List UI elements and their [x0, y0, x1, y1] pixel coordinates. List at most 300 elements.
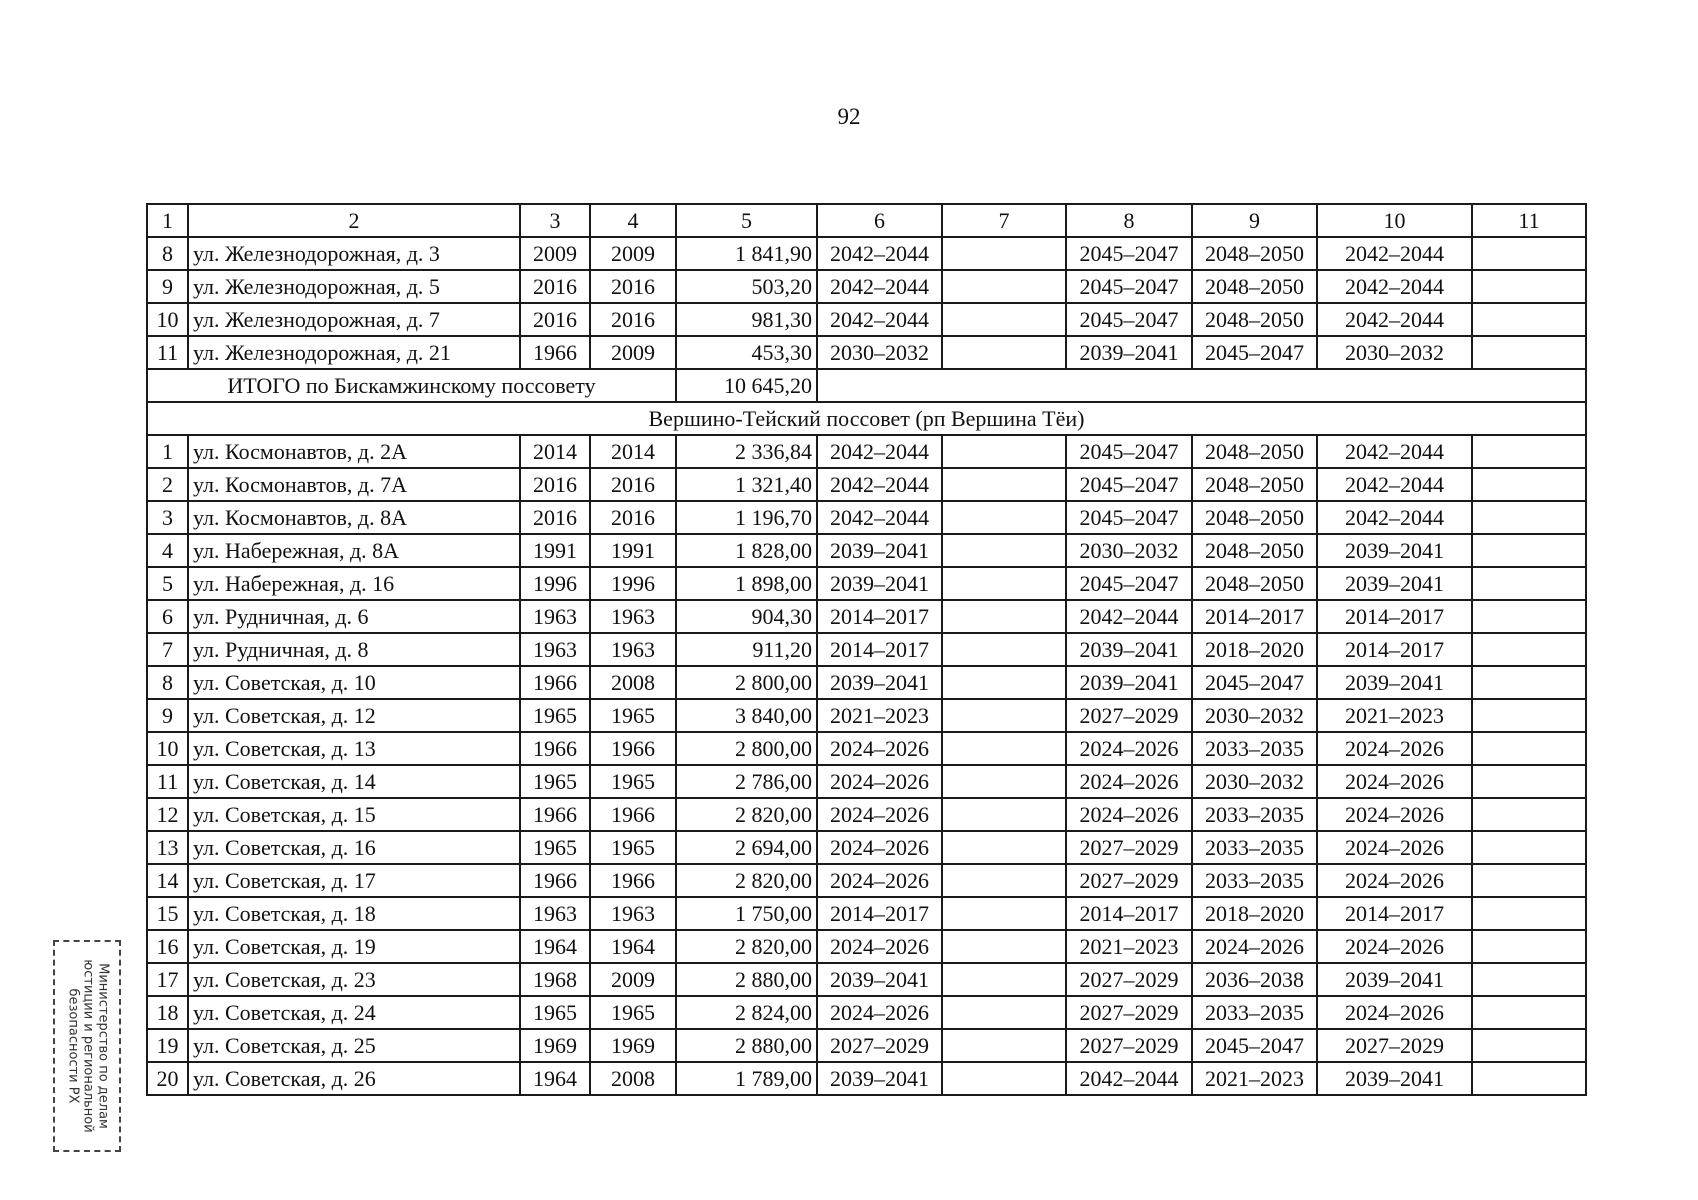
- year-cell: 2016: [590, 501, 676, 534]
- area-cell: 1 196,70: [676, 501, 817, 534]
- empty-cell: [1472, 930, 1586, 963]
- column-number-row: [147, 204, 1586, 237]
- table-row: [147, 831, 1586, 864]
- row-number-cell: 14: [147, 864, 188, 897]
- year-built-cell: 1966: [520, 336, 590, 369]
- empty-cell: [1472, 600, 1586, 633]
- empty-cell: [1472, 1029, 1586, 1062]
- area-cell: 2 336,84: [676, 435, 817, 468]
- stamp-text: [65, 943, 110, 1149]
- year-built-cell: 1966: [520, 732, 590, 765]
- empty-cell: [1472, 963, 1586, 996]
- period-cell: 2024–2026: [1317, 732, 1472, 765]
- period-cell: 2042–2044: [1317, 435, 1472, 468]
- period-cell: 2039–2041: [817, 1062, 942, 1095]
- period-cell: 2024–2026: [817, 996, 942, 1029]
- year-built-cell: 1964: [520, 930, 590, 963]
- empty-cell: [1472, 897, 1586, 930]
- empty-cell: [1472, 501, 1586, 534]
- address-cell: ул. Набережная, д. 8А: [188, 534, 520, 567]
- empty-cell: [1472, 666, 1586, 699]
- period-cell: 2014–2017: [1066, 897, 1192, 930]
- table-row: [147, 963, 1586, 996]
- year-cell: 1963: [590, 600, 676, 633]
- area-cell: 2 800,00: [676, 732, 817, 765]
- address-cell: ул. Советская, д. 18: [188, 897, 520, 930]
- period-cell: 2039–2041: [1317, 666, 1472, 699]
- row-number-cell: 8: [147, 666, 188, 699]
- period-cell: 2033–2035: [1192, 732, 1317, 765]
- table-row: [147, 534, 1586, 567]
- empty-cell: [942, 666, 1066, 699]
- period-cell: 2024–2026: [1066, 765, 1192, 798]
- year-built-cell: 1963: [520, 633, 590, 666]
- period-cell: 2045–2047: [1192, 666, 1317, 699]
- period-cell: 2014–2017: [1317, 897, 1472, 930]
- year-built-cell: 1966: [520, 864, 590, 897]
- period-cell: 2014–2017: [1317, 633, 1472, 666]
- empty-cell: [1472, 765, 1586, 798]
- address-cell: ул. Набережная, д. 16: [188, 567, 520, 600]
- address-cell: ул. Железнодорожная, д. 5: [188, 270, 520, 303]
- area-cell: 2 820,00: [676, 798, 817, 831]
- empty-cell: [1472, 336, 1586, 369]
- period-cell: 2045–2047: [1066, 501, 1192, 534]
- year-built-cell: 1991: [520, 534, 590, 567]
- table-row: [147, 336, 1586, 369]
- row-number-cell: 15: [147, 897, 188, 930]
- period-cell: 2039–2041: [1066, 336, 1192, 369]
- empty-cell: [942, 1062, 1066, 1095]
- year-built-cell: 1963: [520, 600, 590, 633]
- period-cell: 2042–2044: [817, 270, 942, 303]
- period-cell: 2048–2050: [1192, 534, 1317, 567]
- empty-cell: [1472, 303, 1586, 336]
- year-cell: 1964: [590, 930, 676, 963]
- year-built-cell: 2016: [520, 303, 590, 336]
- period-cell: 2048–2050: [1192, 270, 1317, 303]
- row-number-cell: 7: [147, 633, 188, 666]
- total-empty-cell: [817, 369, 1586, 402]
- column-header: 11: [1472, 204, 1586, 237]
- area-cell: 1 750,00: [676, 897, 817, 930]
- row-number-cell: 9: [147, 699, 188, 732]
- period-cell: 2042–2044: [1066, 600, 1192, 633]
- period-cell: 2042–2044: [817, 435, 942, 468]
- period-cell: 2024–2026: [1317, 765, 1472, 798]
- period-cell: 2045–2047: [1066, 270, 1192, 303]
- empty-cell: [1472, 831, 1586, 864]
- table-row: [147, 468, 1586, 501]
- period-cell: 2045–2047: [1192, 1029, 1317, 1062]
- row-number-cell: 20: [147, 1062, 188, 1095]
- empty-cell: [942, 468, 1066, 501]
- row-number-cell: 8: [147, 237, 188, 270]
- year-built-cell: 2016: [520, 501, 590, 534]
- column-header: 7: [942, 204, 1066, 237]
- period-cell: 2024–2026: [1317, 996, 1472, 1029]
- period-cell: 2021–2023: [817, 699, 942, 732]
- period-cell: 2030–2032: [1066, 534, 1192, 567]
- table-row: [147, 270, 1586, 303]
- period-cell: 2033–2035: [1192, 864, 1317, 897]
- period-cell: 2021–2023: [1066, 930, 1192, 963]
- housing-repair-table: [146, 203, 1587, 1096]
- empty-cell: [942, 270, 1066, 303]
- address-cell: ул. Советская, д. 14: [188, 765, 520, 798]
- year-cell: 1966: [590, 798, 676, 831]
- row-number-cell: 1: [147, 435, 188, 468]
- address-cell: ул. Советская, д. 23: [188, 963, 520, 996]
- period-cell: 2042–2044: [1317, 303, 1472, 336]
- year-cell: 2008: [590, 666, 676, 699]
- period-cell: 2048–2050: [1192, 567, 1317, 600]
- table-row: [147, 633, 1586, 666]
- year-built-cell: 1964: [520, 1062, 590, 1095]
- period-cell: 2042–2044: [817, 501, 942, 534]
- period-cell: 2018–2020: [1192, 633, 1317, 666]
- period-cell: 2014–2017: [1317, 600, 1472, 633]
- year-cell: 2009: [590, 963, 676, 996]
- table-row: [147, 864, 1586, 897]
- period-cell: 2018–2020: [1192, 897, 1317, 930]
- row-number-cell: 19: [147, 1029, 188, 1062]
- period-cell: 2045–2047: [1066, 567, 1192, 600]
- stamp-line: безопасности РХ: [65, 988, 81, 1104]
- year-built-cell: 1969: [520, 1029, 590, 1062]
- address-cell: ул. Космонавтов, д. 7А: [188, 468, 520, 501]
- period-cell: 2024–2026: [817, 930, 942, 963]
- row-number-cell: 5: [147, 567, 188, 600]
- year-cell: 1965: [590, 765, 676, 798]
- row-number-cell: 12: [147, 798, 188, 831]
- empty-cell: [942, 600, 1066, 633]
- period-cell: 2042–2044: [1066, 1062, 1192, 1095]
- area-cell: 1 898,00: [676, 567, 817, 600]
- area-cell: 2 800,00: [676, 666, 817, 699]
- empty-cell: [942, 930, 1066, 963]
- section-row: [147, 402, 1586, 435]
- empty-cell: [942, 303, 1066, 336]
- table-row: [147, 996, 1586, 1029]
- year-cell: 1963: [590, 633, 676, 666]
- area-cell: 1 321,40: [676, 468, 817, 501]
- area-cell: 911,20: [676, 633, 817, 666]
- area-cell: 453,30: [676, 336, 817, 369]
- area-cell: 981,30: [676, 303, 817, 336]
- empty-cell: [1472, 237, 1586, 270]
- row-number-cell: 3: [147, 501, 188, 534]
- empty-cell: [942, 963, 1066, 996]
- year-built-cell: 1966: [520, 798, 590, 831]
- row-number-cell: 18: [147, 996, 188, 1029]
- table-row: [147, 600, 1586, 633]
- period-cell: 2024–2026: [1317, 864, 1472, 897]
- total-value: 10 645,20: [676, 369, 817, 402]
- year-cell: 1969: [590, 1029, 676, 1062]
- address-cell: ул. Советская, д. 15: [188, 798, 520, 831]
- empty-cell: [1472, 270, 1586, 303]
- period-cell: 2033–2035: [1192, 798, 1317, 831]
- column-header: 5: [676, 204, 817, 237]
- table-row: [147, 798, 1586, 831]
- column-header: 10: [1317, 204, 1472, 237]
- year-cell: 2014: [590, 435, 676, 468]
- year-built-cell: 1965: [520, 765, 590, 798]
- table-row: [147, 567, 1586, 600]
- area-cell: 3 840,00: [676, 699, 817, 732]
- area-cell: 2 694,00: [676, 831, 817, 864]
- empty-cell: [942, 567, 1066, 600]
- row-number-cell: 17: [147, 963, 188, 996]
- year-cell: 2016: [590, 303, 676, 336]
- column-header: 6: [817, 204, 942, 237]
- address-cell: ул. Рудничная, д. 8: [188, 633, 520, 666]
- empty-cell: [942, 864, 1066, 897]
- total-row: [147, 369, 1586, 402]
- table-body: [147, 204, 1586, 1095]
- ministry-stamp: [53, 940, 121, 1152]
- address-cell: ул. Железнодорожная, д. 7: [188, 303, 520, 336]
- year-cell: 2009: [590, 336, 676, 369]
- table-row: [147, 303, 1586, 336]
- empty-cell: [942, 765, 1066, 798]
- column-header: 3: [520, 204, 590, 237]
- table-row: [147, 765, 1586, 798]
- stamp-line: Министерство по делам: [95, 963, 111, 1129]
- period-cell: 2024–2026: [1317, 831, 1472, 864]
- table-row: [147, 501, 1586, 534]
- period-cell: 2042–2044: [1317, 270, 1472, 303]
- total-label: ИТОГО по Бискамжинскому поссовету: [147, 369, 676, 402]
- period-cell: 2039–2041: [1317, 963, 1472, 996]
- period-cell: 2042–2044: [1317, 237, 1472, 270]
- period-cell: 2027–2029: [1066, 963, 1192, 996]
- empty-cell: [942, 501, 1066, 534]
- table-row: [147, 666, 1586, 699]
- column-header: 2: [188, 204, 520, 237]
- period-cell: 2024–2026: [1192, 930, 1317, 963]
- area-cell: 2 880,00: [676, 963, 817, 996]
- period-cell: 2045–2047: [1066, 435, 1192, 468]
- row-number-cell: 10: [147, 303, 188, 336]
- period-cell: 2027–2029: [817, 1029, 942, 1062]
- year-cell: 2016: [590, 270, 676, 303]
- period-cell: 2039–2041: [817, 963, 942, 996]
- empty-cell: [942, 336, 1066, 369]
- table-row: [147, 237, 1586, 270]
- empty-cell: [942, 732, 1066, 765]
- period-cell: 2036–2038: [1192, 963, 1317, 996]
- empty-cell: [942, 633, 1066, 666]
- year-cell: 2009: [590, 237, 676, 270]
- period-cell: 2045–2047: [1192, 336, 1317, 369]
- table-row: [147, 699, 1586, 732]
- address-cell: ул. Железнодорожная, д. 21: [188, 336, 520, 369]
- year-cell: 1991: [590, 534, 676, 567]
- address-cell: ул. Советская, д. 24: [188, 996, 520, 1029]
- period-cell: 2045–2047: [1066, 468, 1192, 501]
- empty-cell: [942, 1029, 1066, 1062]
- year-built-cell: 1965: [520, 831, 590, 864]
- page-number: 92: [837, 104, 861, 129]
- year-built-cell: 1968: [520, 963, 590, 996]
- row-number-cell: 11: [147, 765, 188, 798]
- period-cell: 2024–2026: [1066, 732, 1192, 765]
- period-cell: 2048–2050: [1192, 501, 1317, 534]
- period-cell: 2027–2029: [1317, 1029, 1472, 1062]
- period-cell: 2030–2032: [817, 336, 942, 369]
- period-cell: 2021–2023: [1192, 1062, 1317, 1095]
- year-built-cell: 2009: [520, 237, 590, 270]
- empty-cell: [942, 435, 1066, 468]
- area-cell: 904,30: [676, 600, 817, 633]
- empty-cell: [1472, 699, 1586, 732]
- year-cell: 2016: [590, 468, 676, 501]
- table-row: [147, 1029, 1586, 1062]
- period-cell: 2039–2041: [1317, 534, 1472, 567]
- empty-cell: [1472, 567, 1586, 600]
- period-cell: 2024–2026: [817, 864, 942, 897]
- period-cell: 2030–2032: [1192, 765, 1317, 798]
- period-cell: 2024–2026: [1317, 930, 1472, 963]
- year-cell: 1966: [590, 732, 676, 765]
- area-cell: 1 828,00: [676, 534, 817, 567]
- year-built-cell: 1963: [520, 897, 590, 930]
- period-cell: 2033–2035: [1192, 831, 1317, 864]
- period-cell: 2039–2041: [1066, 633, 1192, 666]
- empty-cell: [942, 831, 1066, 864]
- row-number-cell: 10: [147, 732, 188, 765]
- period-cell: 2042–2044: [817, 303, 942, 336]
- period-cell: 2042–2044: [1317, 468, 1472, 501]
- period-cell: 2027–2029: [1066, 1029, 1192, 1062]
- area-cell: 1 789,00: [676, 1062, 817, 1095]
- area-cell: 1 841,90: [676, 237, 817, 270]
- area-cell: 2 820,00: [676, 930, 817, 963]
- period-cell: 2027–2029: [1066, 996, 1192, 1029]
- period-cell: 2039–2041: [1066, 666, 1192, 699]
- year-cell: 1963: [590, 897, 676, 930]
- year-cell: 1965: [590, 699, 676, 732]
- section-title: Вершино-Тейский поссовет (рп Вершина Тёи): [147, 402, 1586, 435]
- year-built-cell: 2016: [520, 270, 590, 303]
- row-number-cell: 13: [147, 831, 188, 864]
- period-cell: 2014–2017: [1192, 600, 1317, 633]
- address-cell: ул. Советская, д. 10: [188, 666, 520, 699]
- row-number-cell: 4: [147, 534, 188, 567]
- year-built-cell: 1966: [520, 666, 590, 699]
- period-cell: 2024–2026: [1066, 798, 1192, 831]
- year-built-cell: 1996: [520, 567, 590, 600]
- period-cell: 2039–2041: [817, 666, 942, 699]
- empty-cell: [1472, 1062, 1586, 1095]
- row-number-cell: 2: [147, 468, 188, 501]
- column-header: 8: [1066, 204, 1192, 237]
- row-number-cell: 11: [147, 336, 188, 369]
- period-cell: 2024–2026: [817, 732, 942, 765]
- year-cell: 1965: [590, 996, 676, 1029]
- year-built-cell: 1965: [520, 996, 590, 1029]
- period-cell: 2024–2026: [817, 765, 942, 798]
- period-cell: 2027–2029: [1066, 831, 1192, 864]
- period-cell: 2042–2044: [1317, 501, 1472, 534]
- year-cell: 1966: [590, 864, 676, 897]
- area-cell: 2 786,00: [676, 765, 817, 798]
- period-cell: 2027–2029: [1066, 864, 1192, 897]
- empty-cell: [1472, 435, 1586, 468]
- row-number-cell: 16: [147, 930, 188, 963]
- empty-cell: [1472, 864, 1586, 897]
- area-cell: 2 820,00: [676, 864, 817, 897]
- empty-cell: [942, 996, 1066, 1029]
- row-number-cell: 9: [147, 270, 188, 303]
- address-cell: ул. Советская, д. 19: [188, 930, 520, 963]
- address-cell: ул. Рудничная, д. 6: [188, 600, 520, 633]
- address-cell: ул. Советская, д. 13: [188, 732, 520, 765]
- period-cell: 2039–2041: [817, 534, 942, 567]
- period-cell: 2039–2041: [1317, 1062, 1472, 1095]
- period-cell: 2039–2041: [1317, 567, 1472, 600]
- period-cell: 2024–2026: [817, 798, 942, 831]
- table-row: [147, 732, 1586, 765]
- period-cell: 2030–2032: [1192, 699, 1317, 732]
- column-header: 9: [1192, 204, 1317, 237]
- row-number-cell: 6: [147, 600, 188, 633]
- table-row: [147, 1062, 1586, 1095]
- year-built-cell: 2016: [520, 468, 590, 501]
- period-cell: 2045–2047: [1066, 237, 1192, 270]
- area-cell: 2 824,00: [676, 996, 817, 1029]
- period-cell: 2048–2050: [1192, 303, 1317, 336]
- empty-cell: [942, 534, 1066, 567]
- year-cell: 1965: [590, 831, 676, 864]
- empty-cell: [942, 897, 1066, 930]
- period-cell: 2021–2023: [1317, 699, 1472, 732]
- period-cell: 2033–2035: [1192, 996, 1317, 1029]
- empty-cell: [942, 798, 1066, 831]
- period-cell: 2048–2050: [1192, 237, 1317, 270]
- period-cell: 2024–2026: [1317, 798, 1472, 831]
- address-cell: ул. Советская, д. 25: [188, 1029, 520, 1062]
- address-cell: ул. Советская, д. 26: [188, 1062, 520, 1095]
- period-cell: 2042–2044: [817, 237, 942, 270]
- address-cell: ул. Советская, д. 16: [188, 831, 520, 864]
- area-cell: 2 880,00: [676, 1029, 817, 1062]
- address-cell: ул. Советская, д. 17: [188, 864, 520, 897]
- year-cell: 1996: [590, 567, 676, 600]
- column-header: 1: [147, 204, 188, 237]
- period-cell: 2042–2044: [817, 468, 942, 501]
- period-cell: 2045–2047: [1066, 303, 1192, 336]
- column-header: 4: [590, 204, 676, 237]
- period-cell: 2014–2017: [817, 897, 942, 930]
- year-built-cell: 2014: [520, 435, 590, 468]
- year-built-cell: 1965: [520, 699, 590, 732]
- period-cell: 2039–2041: [817, 567, 942, 600]
- period-cell: 2024–2026: [817, 831, 942, 864]
- empty-cell: [1472, 468, 1586, 501]
- year-cell: 2008: [590, 1062, 676, 1095]
- table-row: [147, 435, 1586, 468]
- period-cell: 2027–2029: [1066, 699, 1192, 732]
- period-cell: 2048–2050: [1192, 435, 1317, 468]
- empty-cell: [1472, 732, 1586, 765]
- empty-cell: [942, 699, 1066, 732]
- empty-cell: [1472, 633, 1586, 666]
- empty-cell: [942, 237, 1066, 270]
- period-cell: 2030–2032: [1317, 336, 1472, 369]
